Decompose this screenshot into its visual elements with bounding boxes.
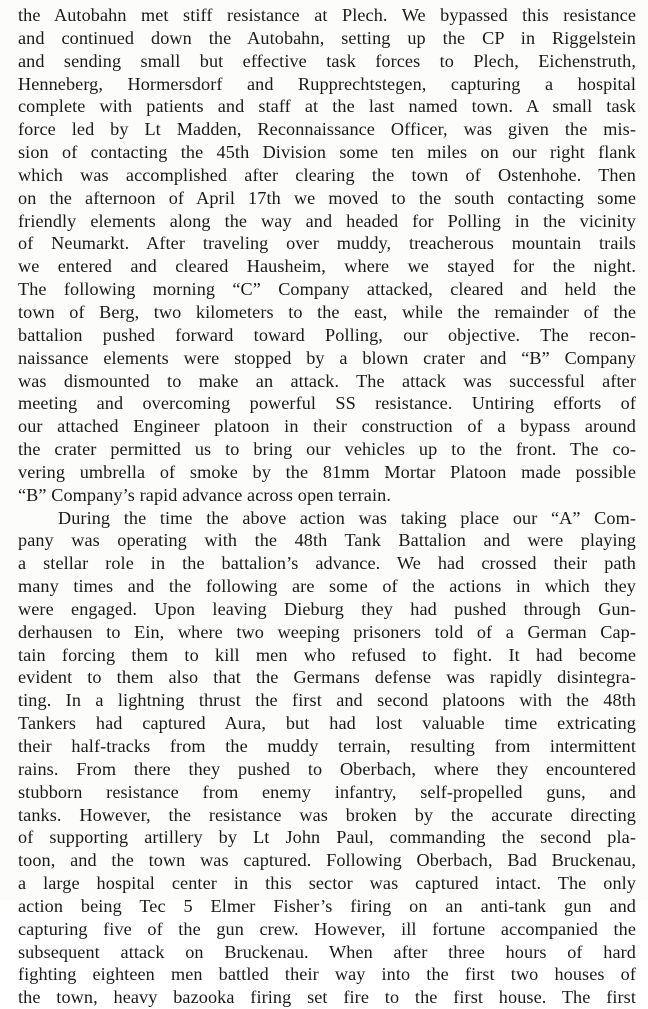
text-line: we entered and cleared Hausheim, where we stayed for the night.: [18, 256, 636, 277]
text-line: force led by Lt Madden, Reconnaissance Officer, was given the mis-: [18, 119, 636, 140]
text-line: town of Berg, two kilometers to the east, while the remainder of the: [18, 301, 636, 322]
text-line: The following morning “C” Company attacked, cleared and held the: [18, 279, 636, 300]
text-line: was dismounted to make an attack. The attack was successful after: [18, 370, 636, 391]
text-line: of supporting artillery by Lt John Paul, commanding the second pla-: [18, 827, 636, 848]
text-line: fighting eighteen men battled their way into the first two houses of: [18, 964, 636, 985]
text-line: pany was operating with the 48th Tank Battalion and were playing: [18, 530, 636, 551]
text-line: Henneberg, Hormersdorf and Rupprechtstegen, capturing a hospital: [18, 73, 636, 94]
text-line: their half-tracks from the muddy terrain, resulting from intermittent: [18, 736, 636, 756]
text-line: meeting and overcoming powerful SS resistance. Untiring efforts of: [18, 393, 636, 414]
text-line: a large hospital center in this sector was captured intact. The only: [18, 873, 636, 894]
text-line: sion of contacting the 45th Division some ten miles on our right flank: [18, 142, 636, 163]
text-line: ting. In a lightning thrust the first and second platoons with the 48th: [18, 690, 636, 711]
text-line: naissance elements were stopped by a blown crater and “B” Company: [18, 347, 636, 368]
text-line: stubborn resistance from enemy infantry, self-propelled guns, and: [18, 781, 636, 802]
text-line: derhausen to Ein, where two weeping prisoners told of a German Cap-: [18, 621, 636, 642]
text-line: battalion pushed forward toward Polling, our objective. The recon-: [18, 324, 636, 345]
text-line: subsequent attack on Bruckenau. When after three hours of hard: [18, 941, 636, 962]
text-line: many times and the following are some of the actions in which they: [18, 576, 636, 597]
text-line: a stellar role in the battalion’s advance. We had crossed their path: [18, 553, 636, 574]
text-line: complete with patients and staff at the last named town. A small task: [18, 96, 636, 117]
text-line: the crater permitted us to bring our vehicles up to the front. The co-: [18, 439, 636, 460]
text-line: toon, and the town was captured. Following Oberbach, Bad Bruckenau,: [18, 850, 636, 871]
text-line: which was accomplished after clearing the town of Ostenhohe. Then: [18, 164, 636, 185]
text-line: the town, heavy bazooka firing set fire to the first house. The first: [18, 987, 636, 1008]
text-line: capturing five of the gun crew. However, ill fortune accompanied the: [18, 918, 636, 939]
text-line: and continued down the Autobahn, setting up the CP in Riggelstein: [18, 27, 636, 48]
text-line: vering umbrella of smoke by the 81mm Mortar Platoon made possible: [18, 461, 636, 482]
text-line: friendly elements along the way and headed for Polling in the vicinity: [18, 210, 636, 231]
text-line: evident to them also that the Germans defense was rapidly disintegra-: [18, 667, 636, 688]
text-line: on the afternoon of April 17th we moved to the south contacting some: [18, 187, 636, 208]
text-line: action being Tec 5 Elmer Fisher’s firing on an anti-tank gun and: [18, 895, 636, 916]
text-line: the Autobahn met stiff resistance at Plech. We bypassed this resistance: [18, 5, 636, 25]
text-line: rains. From there they pushed to Oberbach, where they encountered: [18, 758, 636, 779]
text-line: tain forcing them to kill men who refused to fight. It had become: [18, 644, 636, 665]
text-line: and sending small but effective task forces to Plech, Eichenstruth,: [18, 50, 636, 71]
paragraph-end-line: “B” Company’s rapid advance across open terrain.: [18, 484, 391, 505]
body-text: [18, 4, 636, 1009]
text-line: our attached Engineer platoon in their construction of a bypass around: [18, 416, 636, 437]
text-line: were engaged. Upon leaving Dieburg they had pushed through Gun-: [18, 598, 636, 619]
text-line: Tankers had captured Aura, but had lost valuable time extricating: [18, 713, 636, 734]
paragraph-start-line: During the time the above action was taking place our “A” Com-: [58, 507, 636, 528]
text-line: tanks. However, the resistance was broken by the accurate directing: [18, 804, 636, 825]
text-line: of Neumarkt. After traveling over muddy, treacherous mountain trails: [18, 233, 636, 254]
